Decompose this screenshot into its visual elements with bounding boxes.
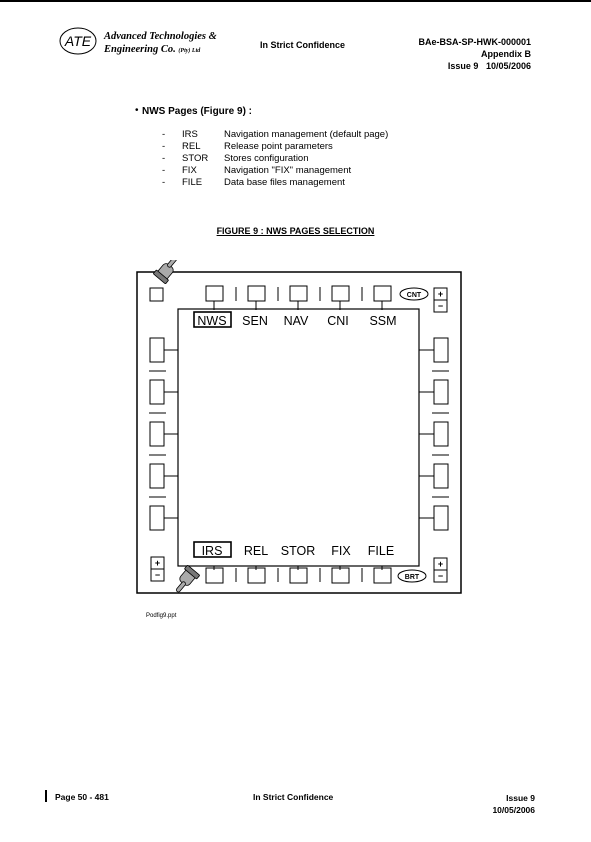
company-logo [58,26,98,56]
top-key-1 [206,286,223,301]
right-key-5 [434,506,448,530]
top-plus-label: + [437,289,444,299]
mfd-figure [130,260,470,605]
logo-text: ATE [64,33,92,49]
footer-issue-block [492,792,535,816]
footer-margin-bar [45,790,47,802]
left-key-group [149,338,178,530]
right-key-3 [434,422,448,446]
cnt-label: CNT [406,292,422,299]
item-code: FILE [182,177,203,188]
item-desc: Navigation "FIX" management [224,165,352,176]
top-label-ssm: SSM [369,314,397,328]
appendix: Appendix B [480,49,531,59]
header-confidentiality: In Strict Confidence [260,40,346,50]
top-key-group [206,286,391,310]
left-key-4 [150,464,164,488]
figure-title: FIGURE 9 : NWS PAGES SELECTION [216,226,375,236]
item-desc: Release point parameters [224,141,333,152]
top-key-5 [374,286,391,301]
bottom-key-5 [374,568,391,583]
pointing-hand-icon [170,565,200,596]
bottom-key-4 [332,568,349,583]
bottom-label-stor: STOR [280,544,316,558]
doc-number: BAe-BSA-SP-HWK-000001 [418,37,531,47]
top-label-cni: CNI [327,314,349,328]
footer-date: 10/05/2006 [492,805,535,815]
header-issue: Issue 9 [447,61,479,71]
company-name [104,30,217,58]
list-item: - FIX Navigation "FIX" management [162,165,352,176]
top-key-2 [248,286,265,301]
item-code: IRS [182,129,198,140]
footer-page-number: Page 50 - 481 [55,792,109,802]
item-code: REL [182,141,201,152]
bullet-point: • [135,105,139,116]
header-rule [0,0,591,2]
left-key-1 [150,338,164,362]
document-reference [418,36,531,72]
right-key-group [419,338,449,530]
list-item: - IRS Navigation management (default page) [162,129,389,140]
company-line-2: Engineering Co. [104,44,176,55]
company-line-1: Advanced Technologies & [104,31,217,42]
right-key-1 [434,338,448,362]
list-item: - STOR Stores configuration [162,153,309,164]
item-code: FIX [182,165,197,176]
footer-issue: Issue 9 [506,793,535,803]
section-title: NWS Pages (Figure 9) : [142,106,253,117]
item-desc: Data base files management [224,177,345,188]
page-list [162,129,388,189]
corner-key-top-left [150,288,163,301]
bottom-key-2 [248,568,265,583]
bottom-key-1 [206,568,223,583]
bottom-right-plus-label: + [437,559,444,569]
bottom-label-file: FILE [367,544,395,558]
top-label-nws: NWS [197,314,227,328]
top-label-nav: NAV [283,314,309,328]
top-key-4 [332,286,349,301]
item-desc: Navigation management (default page) [224,129,389,140]
item-desc: Stores configuration [224,153,309,164]
right-key-2 [434,380,448,404]
left-key-5 [150,506,164,530]
mfd-screen [178,309,419,566]
bottom-label-rel: REL [243,544,269,558]
left-key-3 [150,422,164,446]
bottom-key-group [206,566,391,583]
top-label-sen: SEN [242,314,268,328]
brt-label: BRT [404,574,420,581]
left-key-2 [150,380,164,404]
bottom-label-fix: FIX [331,544,351,558]
bottom-right-minus-label: − [437,571,444,581]
company-suffix: (Pty) Ltd [178,48,201,54]
footer-confidentiality: In Strict Confidence [253,792,334,802]
top-minus-label: − [437,301,444,311]
bottom-left-minus-label: − [154,570,161,580]
list-item: - FILE Data base files management [162,177,345,188]
bottom-label-irs: IRS [201,544,223,558]
item-code: STOR [182,153,209,164]
list-item: - REL Release point parameters [162,141,333,152]
top-key-3 [290,286,307,301]
right-key-4 [434,464,448,488]
bottom-left-plus-label: + [154,558,161,568]
figure-source-file: Podfig9.ppt [146,613,177,619]
bottom-key-3 [290,568,307,583]
header-date: 10/05/2006 [485,61,531,71]
